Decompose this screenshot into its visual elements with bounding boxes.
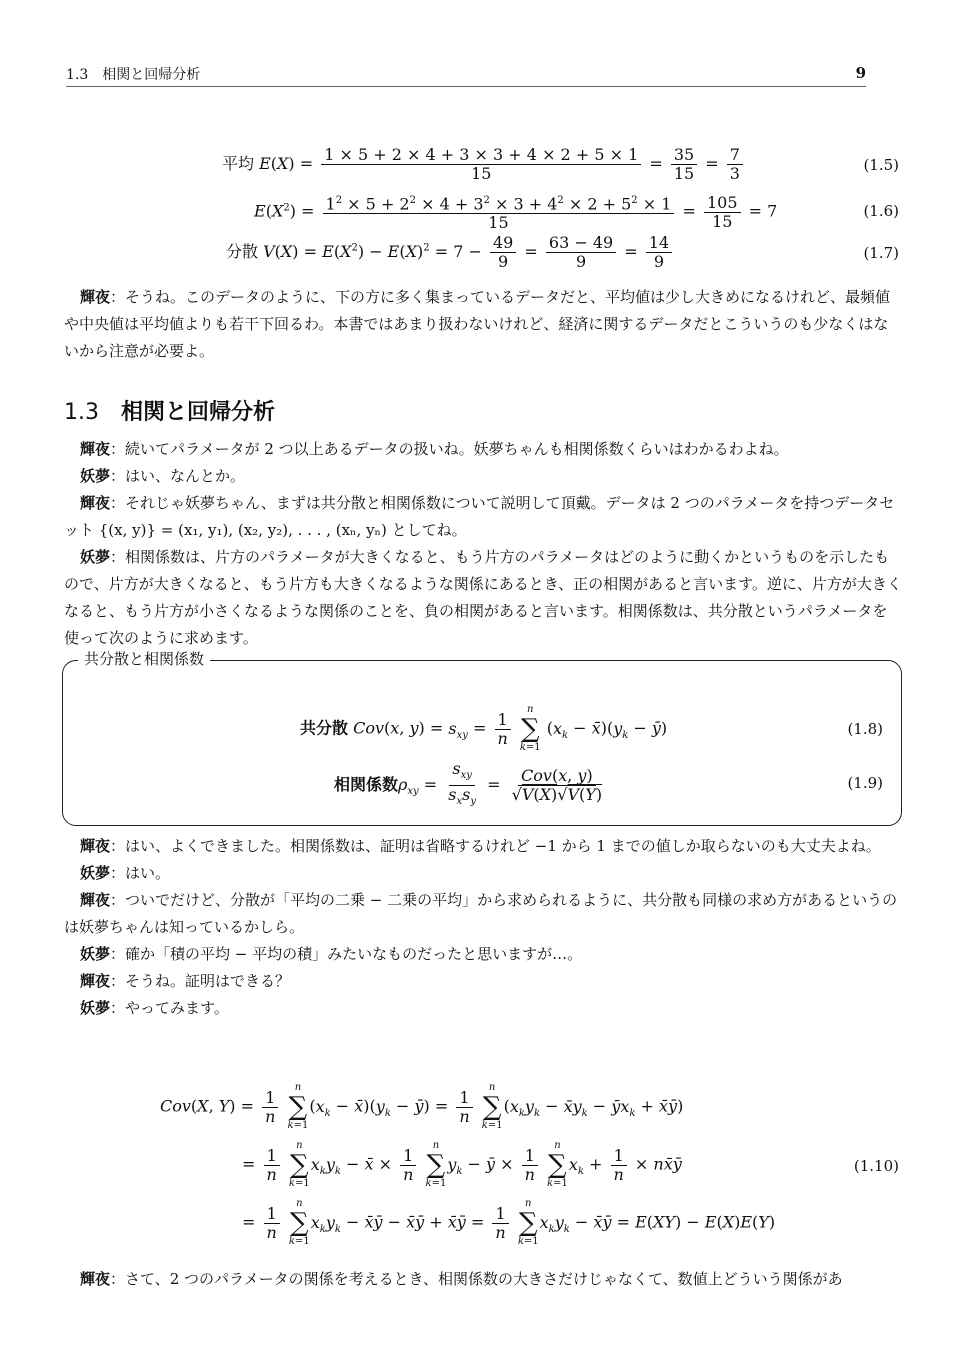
page-number: 9 (855, 64, 866, 82)
equation-1-6: $E(X^2)$ = $\frac{1^2 \times 5 + 2^2 \times 4 + 3^2 \times 3 + 4^2 \times 2 + 5^2 \times 1}{15}$ = $\frac{105}{15}$ = 7 (1.6) (254, 192, 899, 233)
dialogue-block (64, 833, 902, 1022)
equation-1-9: 相関係数$\rho_{xy}$ = $\frac{s_{xy}}{s_xs_y}$ = $\frac{\text{Cov(x, y)}}{√V(X)√V(Y)}$ (1.9) (334, 759, 883, 808)
section-heading (64, 395, 275, 426)
dialogue-paragraph (64, 284, 902, 365)
corr-label: 相関係数 (334, 775, 399, 795)
dialogue-text: ：そうね。証明はできる？ (110, 972, 291, 990)
equation-number: (1.6) (863, 202, 899, 220)
equation-number: (1.10) (853, 1157, 899, 1175)
dialogue-line (64, 1266, 902, 1293)
dialogue-text: ：相関係数は、片方のパラメータが大きくなると、もう片方のパラメータはどのように動くかというものを示したもので、片方が大きくなると、もう片方も大きくなるような関係にあるとき、正の相関があると言います。逆に、片方が大きくなると、もう片方が小さくなるような関係のことを、負の相関があると言います。相関係数は、共分散というパラメータを使って次のように求めます。 (64, 548, 902, 647)
speaker-name: 輝夜 (80, 1270, 111, 1288)
speaker-name: 輝夜 (80, 837, 111, 855)
dialogue-text: ：はい、なんとか。 (110, 467, 246, 485)
speaker-name: 輝夜 (80, 494, 111, 512)
speaker-name: 妖夢 (80, 467, 111, 485)
dialogue-text: ：確か「積の平均 − 平均の積」みたいなものだったと思いますが…。 (110, 945, 583, 963)
dialogue-line (64, 490, 902, 544)
speaker-name: 輝夜 (80, 972, 111, 990)
dialogue-text: ：ついでだけど、分散が「平均の二乗 − 二乗の平均」から求められるように、共分散も同様の求め方があるというのは妖夢ちゃんは知っているかしら。 (64, 891, 898, 936)
speaker-name: 輝夜 (80, 891, 111, 909)
dialogue-text: ：それじゃ妖夢ちゃん、まずは共分散と相関係数について説明して頂戴。データは 2 つのパラメータを持つデータセット {(x, y)} = (x₁, y₁), (x₂, y₂), . . . , (xₙ, yₙ) としてね。 (64, 494, 895, 539)
dialogue-text: ：はい。 (110, 864, 171, 882)
section-number: 1.3 (64, 400, 99, 425)
dialogue-text: ：はい、よくできました。相関係数は、証明は省略するけれど −1 から 1 までの値しか取らないのも大丈夫よね。 (110, 837, 881, 855)
dialogue-text: ：そうね。このデータのように、下の方に多く集まっているデータだと、平均値は少し大きめになるけれど、最頻値や中央値は平均値よりも若干下回るわ。本書ではあまり扱わないけれど、経済に関するデータだとこういうのも少なくはないから注意が必要よ。 (64, 288, 891, 360)
speaker-name: 妖夢 (80, 999, 111, 1017)
dialogue-line (64, 860, 902, 887)
speaker-name: 輝夜 (80, 288, 111, 306)
equation-number: (1.5) (863, 156, 899, 174)
dialogue-line (64, 833, 902, 860)
equation-number: (1.8) (847, 720, 883, 738)
box-title: 共分散と相関係数 (78, 648, 210, 669)
dialogue-text: ：さて、2 つのパラメータの関係を考えるとき、相関係数の大きさだけじゃなくて、数値上どういう関係があ (110, 1270, 843, 1288)
speaker-name: 妖夢 (80, 864, 111, 882)
equation-1-7: 分散 $V(X) = E(X^2) - E(X)^2 = 7$ − $\frac{49}{9}$ = $\frac{63 - 49}{9}$ = $\frac{14}{9}$ (1.7) (226, 233, 899, 271)
dialogue-line (64, 436, 902, 463)
speaker-name: 妖夢 (80, 548, 111, 566)
dialogue-line (64, 544, 902, 652)
section-title: 相関と回帰分析 (121, 400, 276, 425)
dialogue-line (64, 887, 902, 941)
dialogue-text: ：続いてパラメータが 2 つ以上あるデータの扱いね。妖夢ちゃんも相関係数くらいはわかるわよね。 (110, 440, 789, 458)
dialogue-text: ：やってみます。 (110, 999, 229, 1017)
dialogue-block (64, 436, 902, 652)
cov-label: 共分散 (300, 718, 349, 738)
dialogue-line (64, 995, 902, 1022)
speaker-name: 妖夢 (80, 945, 111, 963)
running-header (66, 64, 866, 87)
dialogue-line (64, 463, 902, 490)
header-section: 1.3 相関と回帰分析 (66, 67, 201, 83)
dialogue-line (64, 968, 902, 995)
equation-1-8: 共分散 Cov(x, $y) = s_{xy}$ = $\frac{1}{n}$ n ∑ k=1 ($x_k$ − $x̄)(y_k$ − ȳ) (1.8) (300, 704, 883, 753)
speaker-name: 輝夜 (80, 440, 111, 458)
equation-1-5: 平均 E(X) = $\frac{1 \times 5 + 2 \times 4 + 3 \times 3 + 4 \times 2 + 5 \times 1}{15}$ = $\frac{35}{15}$ = $\frac{7}{3}$ (1.5) (222, 145, 899, 183)
equation-number: (1.7) (863, 244, 899, 262)
equation-1-10: Cov(X, Y) = $\frac{1}{n}$ n ∑ k=1 ($x_k$ − $x̄)(y_k$ − ȳ) = $\frac{1}{n}$ n ∑ k=1 ($x_ky_k$ − $x̄y_k$ − $ȳx_k$ + x̄ȳ) = $\frac{1}{n}$ n ∑ k=1 $x_ky_k$ − x̄ × $\frac{1}{n}$ n ∑ k=1 $y_k$ − ȳ × $\frac{1}{n}$ n ∑ k=1 $x_k$ + $\frac{1}{n}$ × nx̄ȳ = $\frac{1}{n}$ n ∑ k=1 $x_ky_k$ − x̄ȳ − x̄ȳ + x̄ȳ = $\frac{1}{n}$ n ∑ k=1 $x_ky_k$ − x̄ȳ = E(XY) − E(X)E(Y) (160, 1082, 776, 1247)
equation-number: (1.9) (847, 774, 883, 792)
dialogue-line (64, 941, 902, 968)
